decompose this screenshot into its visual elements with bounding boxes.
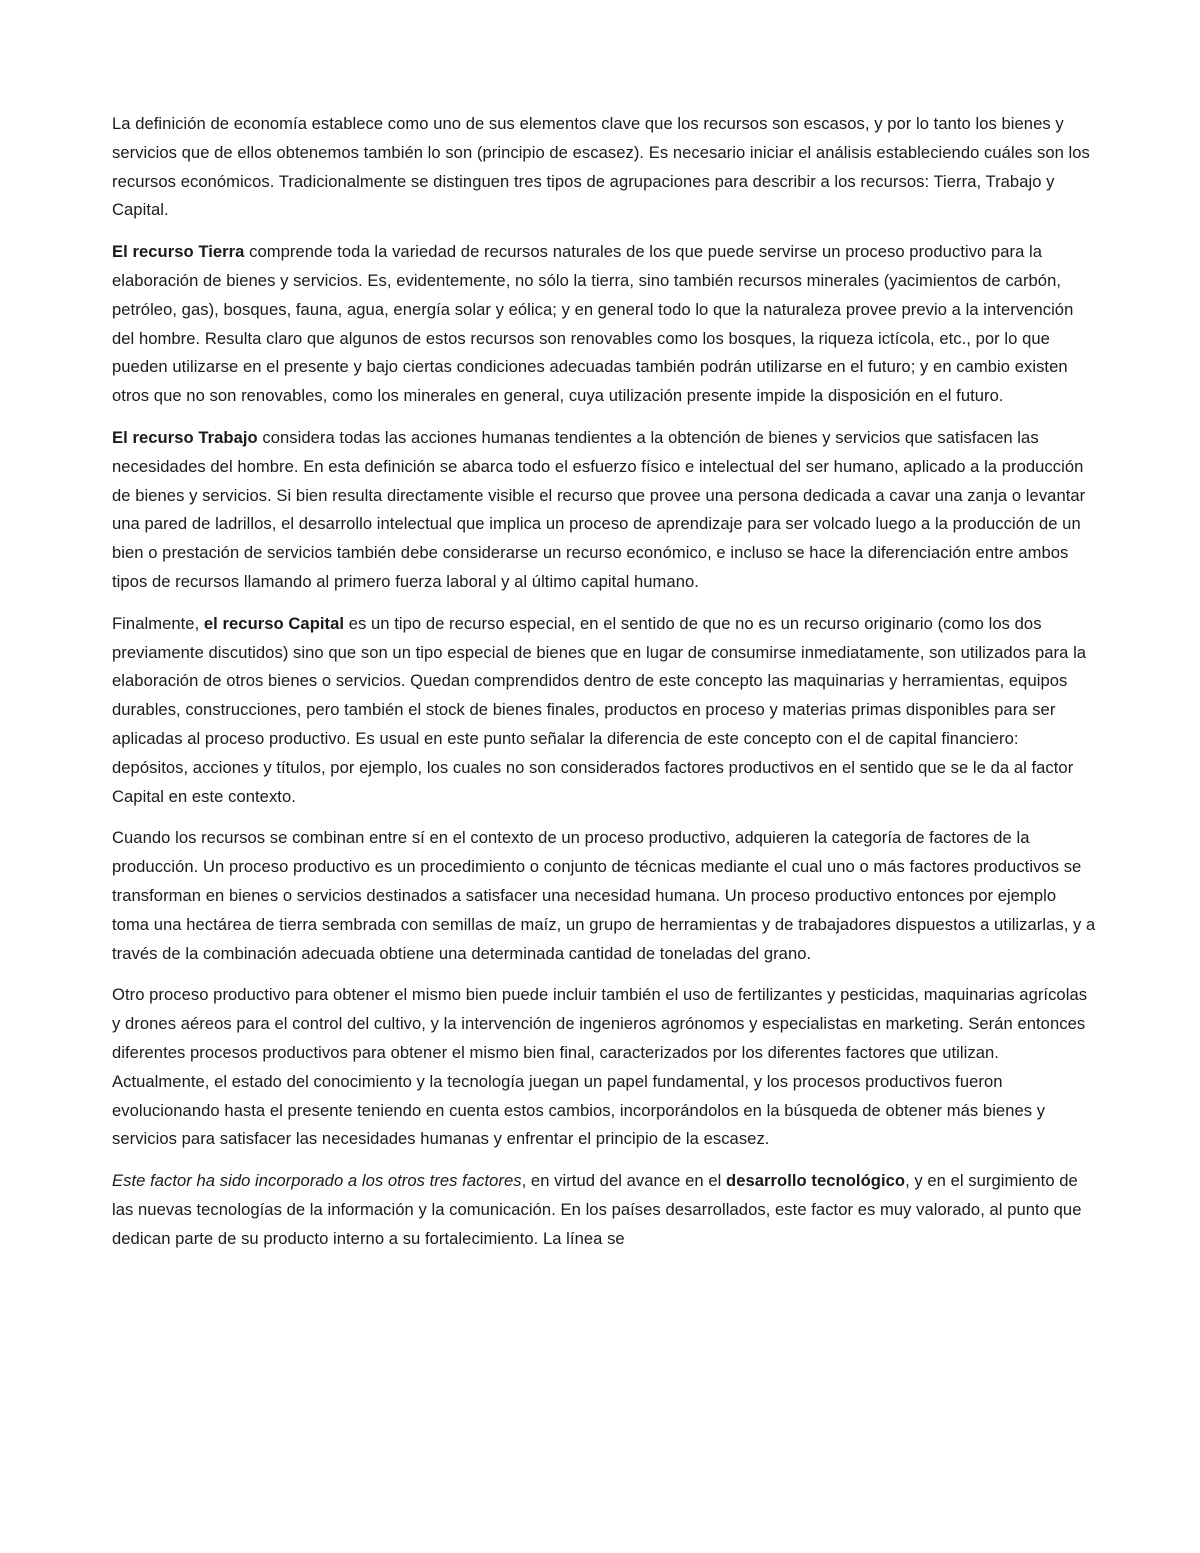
- term-desarrollo-tecnologico: desarrollo tecnológico: [726, 1171, 906, 1191]
- term-capital: el recurso Capital: [203, 613, 345, 633]
- term-tierra: El recurso Tierra: [112, 242, 245, 262]
- paragraph-capital-text: es un tipo de recurso especial, en el sentido de que no es un recurso originario (como los dos previamente discutidos) sino que son un tipo especial de bienes que en lugar de consumirse inmediatamente, son utilizados para la elaboración de otros bienes o servicios. Quedan comprendidos dentro de este concepto las maquinarias y herramientas, equipos durables, construcciones, pero también el stock de bienes finales, productos en proceso y materias primas disponibles para ser aplicadas al proceso productivo. Es usual en este punto señalar la diferencia de este concepto con el de capital financiero: depósitos, acciones y títulos, por ejemplo, los cuales no son considerados factores productivos en el sentido que se le da al factor Capital en este contexto.: [112, 613, 1087, 806]
- italic-factor-phrase: Este factor ha sido incorporado a los otros tres factores: [112, 1171, 522, 1191]
- paragraph-intro: [112, 110, 1097, 225]
- paragraph-tierra-text: comprende toda la variedad de recursos naturales de los que puede servirse un proceso productivo para la elaboración de bienes y servicios. Es, evidentemente, no sólo la tierra, sino también recursos minerales (yacimientos de carbón, petróleo, gas), bosques, fauna, agua, energía solar y eólica; y en general todo lo que la naturaleza provee previo a la intervención del hombre. Resulta claro que algunos de estos recursos son renovables como los bosques, la riqueza ictícola, etc., por lo que pueden utilizarse en el presente y bajo ciertas condiciones adecuadas también podrán utilizarse en el futuro; y en cambio existen otros que no son renovables, como los minerales en general, cuya utilización presente impide la disposición en el futuro.: [112, 242, 1074, 406]
- paragraph-tecnologia-middle: , en virtud del avance en el: [521, 1171, 727, 1191]
- paragraph-trabajo: [112, 424, 1097, 597]
- document-body: [112, 110, 1097, 1266]
- paragraph-otro-proceso: [112, 981, 1097, 1154]
- paragraph-factores-text: Cuando los recursos se combinan entre sí en el contexto de un proceso productivo, adquieren la categoría de factores de la producción. Un proceso productivo es un procedimiento o conjunto de técnicas mediante el cual uno o más factores productivos se transforman en bienes o servicios destinados a satisfacer una necesidad humana. Un proceso productivo entonces por ejemplo toma una hectárea de tierra sembrada con semillas de maíz, un grupo de herramientas y de trabajadores dispuestos a utilizarlas, y a través de la combinación adecuada obtiene una determinada cantidad de toneladas del grano.: [112, 828, 1096, 963]
- paragraph-intro-text: La definición de economía establece como uno de sus elementos clave que los recursos son escasos, y por lo tanto los bienes y servicios que de ellos obtenemos también lo son (principio de escasez). Es necesario iniciar el análisis estableciendo cuáles son los recursos económicos. Tradicionalmente se distinguen tres tipos de agrupaciones para describir a los recursos: Tierra, Trabajo y Capital.: [112, 114, 1090, 220]
- paragraph-capital: [112, 610, 1097, 812]
- term-trabajo: El recurso Trabajo: [112, 427, 258, 447]
- paragraph-otro-proceso-text: Otro proceso productivo para obtener el mismo bien puede incluir también el uso de fertilizantes y pesticidas, maquinarias agrícolas y drones aéreos para el control del cultivo, y la intervención de ingenieros agrónomos y especialistas en marketing. Serán entonces diferentes procesos productivos para obtener el mismo bien final, caracterizados por los diferentes factores que utilizan. Actualmente, el estado del conocimiento y la tecnología juegan un papel fundamental, y los procesos productivos fueron evolucionando hasta el presente teniendo en cuenta estos cambios, incorporándolos en la búsqueda de obtener más bienes y servicios para satisfacer las necesidades humanas y enfrentar el principio de la escasez.: [112, 985, 1088, 1149]
- paragraph-factores: [112, 824, 1097, 968]
- paragraph-tierra: [112, 238, 1097, 411]
- paragraph-trabajo-text: considera todas las acciones humanas tendientes a la obtención de bienes y servicios que satisfacen las necesidades del hombre. En esta definición se abarca todo el esfuerzo físico e intelectual del ser humano, aplicado a la producción de bienes y servicios. Si bien resulta directamente visible el recurso que provee una persona dedicada a cavar una zanja o levantar una pared de ladrillos, el desarrollo intelectual que implica un proceso de aprendizaje para ser volcado luego a la producción de un bien o prestación de servicios también debe considerarse un recurso económico, e incluso se hace la diferenciación entre ambos tipos de recursos llamando al primero fuerza laboral y al último capital humano.: [112, 427, 1086, 591]
- paragraph-capital-lead: Finalmente,: [112, 613, 204, 633]
- paragraph-tecnologia-text: , y en el surgimiento de las nuevas tecnologías de la información y la comunicación. En los países desarrollados, este factor es muy valorado, al punto que dedican parte de su producto interno a su fortalecimiento. La línea se: [112, 1171, 1082, 1248]
- paragraph-tecnologia: [112, 1167, 1097, 1253]
